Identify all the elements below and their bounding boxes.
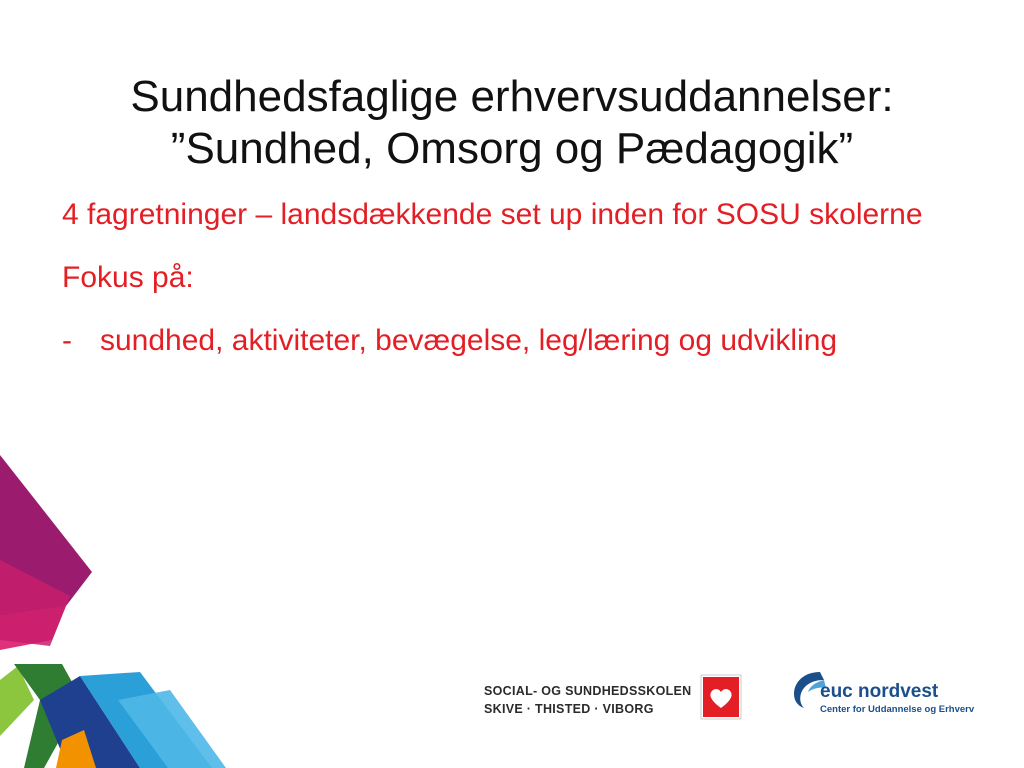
paragraph-fagretninger: 4 fagretninger – landsdækkende set up inden for SOSU skolerne xyxy=(62,198,923,231)
bullet-marker: - xyxy=(62,324,72,357)
school-logo-line-1: SOCIAL- OG SUNDHEDSSKOLEN xyxy=(484,684,692,698)
slide-title xyxy=(40,71,984,175)
school-logo-line-2: SKIVE · THISTED · VIBORG xyxy=(484,702,654,716)
bullet-text: sundhed, aktiviteter, bevægelse, leg/læring og udvikling xyxy=(100,324,838,357)
slide-body xyxy=(62,190,982,365)
euc-logo-name: euc nordvest xyxy=(820,681,939,702)
euc-logo-subtitle: Center for Uddannelse og Erhverv xyxy=(820,704,975,715)
title-line-2: ”Sundhed, Omsorg og Pædagogik” xyxy=(170,124,854,174)
paragraph-fokus: Fokus på: xyxy=(62,261,194,294)
school-logo-mark-icon xyxy=(700,674,742,720)
school-logo-text xyxy=(484,682,692,718)
title-line-1: Sundhedsfaglige erhvervsuddannelser: xyxy=(130,72,894,122)
bullet-item xyxy=(62,316,982,365)
